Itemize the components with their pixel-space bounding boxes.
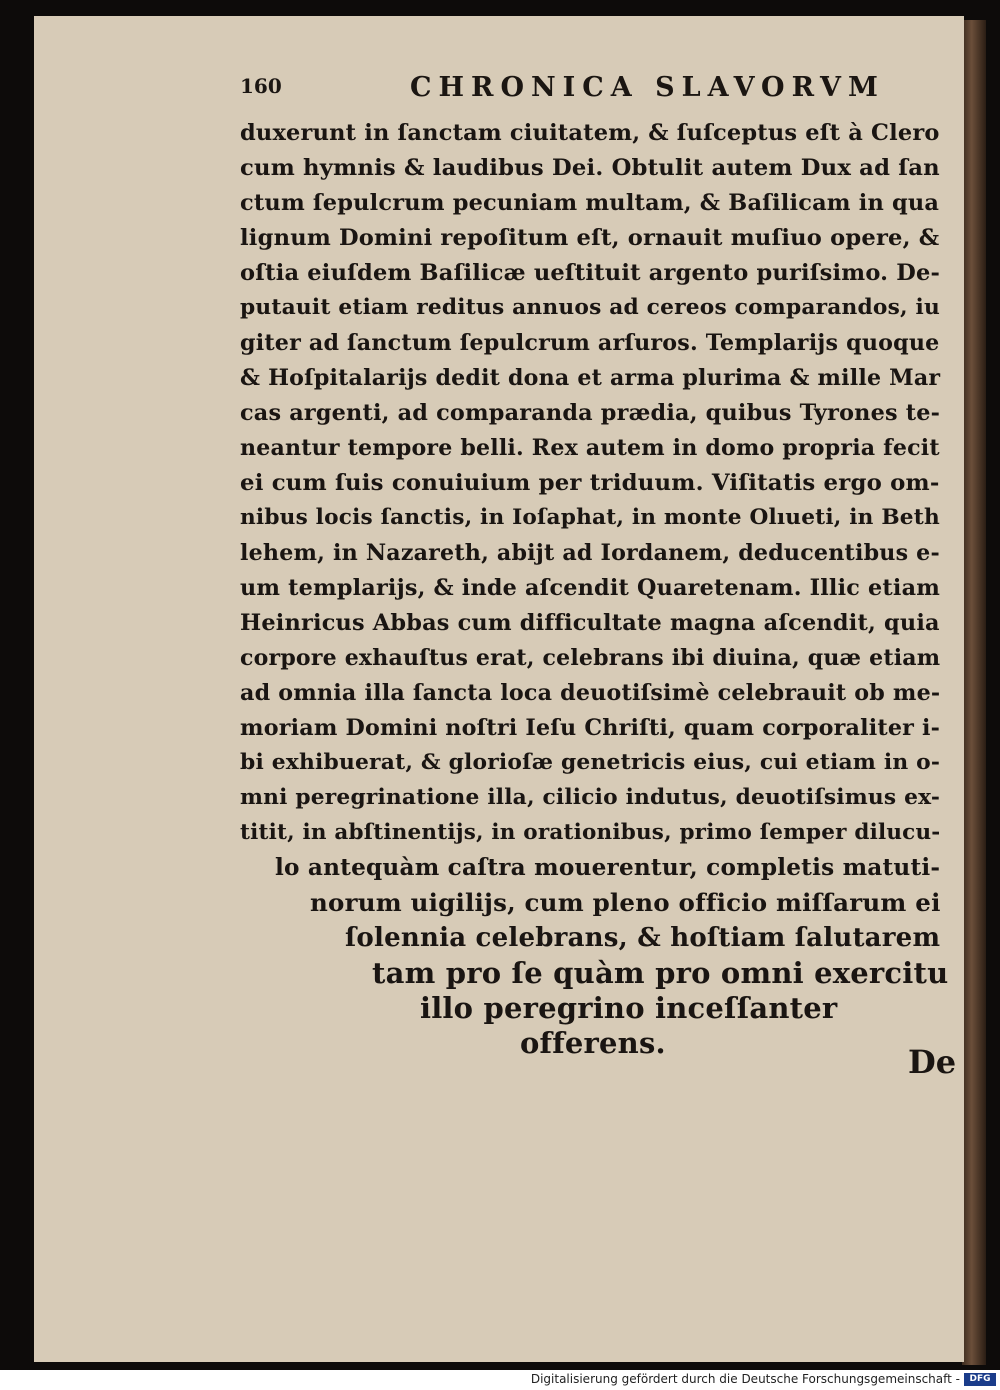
text-line: lo antequàm caſtra mouerentur, completis matuti- <box>275 854 941 881</box>
text-line: ctum ſepulcrum pecuniam multam, & Baſilicam in qua <box>240 190 940 216</box>
text-line: moriam Domini noſtri Ieſu Chriſti, quam corporaliter i- <box>240 715 941 741</box>
text-line: cum hymnis & laudibus Dei. Obtulit autem Dux ad ſan <box>240 155 940 181</box>
text-line: ad omnia illa ſancta loca deuotiſsimè celebrauit ob me- <box>240 680 941 706</box>
text-line: duxerunt in ſanctam ciuitatem, & ſuſceptus eſt à Clero <box>240 120 940 146</box>
text-line: Heinricus Abbas cum difficultate magna aſcendit, quia <box>240 610 940 636</box>
text-line: lehem, in Nazareth, abijt ad Iordanem, deducentibus e- <box>240 540 940 566</box>
footer-credit: Digitalisierung gefördert durch die Deutsche Forschungsgemeinschaft - <box>530 1372 960 1386</box>
text-line: titit, in abſtinentijs, in orationibus, primo ſemper dilucu- <box>240 820 941 845</box>
text-line: giter ad ſanctum ſepulcrum arſuros. Templarijs quoque <box>240 330 940 356</box>
text-line: mni peregrinatione illa, cilicio indutus, deuotiſsimus ex- <box>240 785 941 810</box>
text-line: ei cum ſuis conuiuium per triduum. Viſitatis ergo om- <box>240 470 940 496</box>
text-line: putauit etiam reditus annuos ad cereos comparandos, iu <box>240 295 940 320</box>
text-line: nibus locis ſanctis, in Ioſaphat, in monte Olıueti, in Beth <box>240 505 940 530</box>
text-line: tam pro ſe quàm pro omni exercitu <box>372 956 949 990</box>
text-line: & Hoſpitalarijs dedit dona et arma plurima & mille Mar <box>240 365 941 391</box>
page-edge <box>962 20 986 1365</box>
catchword: De <box>908 1043 957 1081</box>
running-head: CHRONICA SLAVORVM <box>410 72 885 103</box>
text-line: um templarijs, & inde aſcendit Quaretenam. Illic etiam <box>240 575 941 601</box>
page-number: 160 <box>240 74 282 98</box>
page-header <box>240 72 952 108</box>
dfg-logo: DFG <box>964 1373 996 1386</box>
text-line: norum uigilijs, cum pleno officio miſſarum ei <box>310 888 941 917</box>
text-line: bi exhibuerat, & glorioſæ genetricis eius, cui etiam in o- <box>240 750 941 775</box>
text-line: cas argenti, ad comparanda prædia, quibus Tyrones te- <box>240 400 941 426</box>
text-line: corpore exhauſtus erat, celebrans ibi diuina, quæ etiam <box>240 645 941 671</box>
text-line: lignum Domini repoſitum eſt, ornauit muſiuo opere, & <box>240 225 940 251</box>
text-line: offerens. <box>520 1026 666 1060</box>
text-line: neantur tempore belli. Rex autem in domo propria fecit <box>240 435 940 461</box>
digitization-footer <box>0 1371 1000 1390</box>
text-line: oſtia eiuſdem Baſilicæ ueſtituit argento puriſsimo. De- <box>240 260 941 286</box>
text-line: ſolennia celebrans, & hoſtiam ſalutarem <box>345 923 941 953</box>
text-line: illo peregrino inceſſanter <box>420 991 838 1025</box>
